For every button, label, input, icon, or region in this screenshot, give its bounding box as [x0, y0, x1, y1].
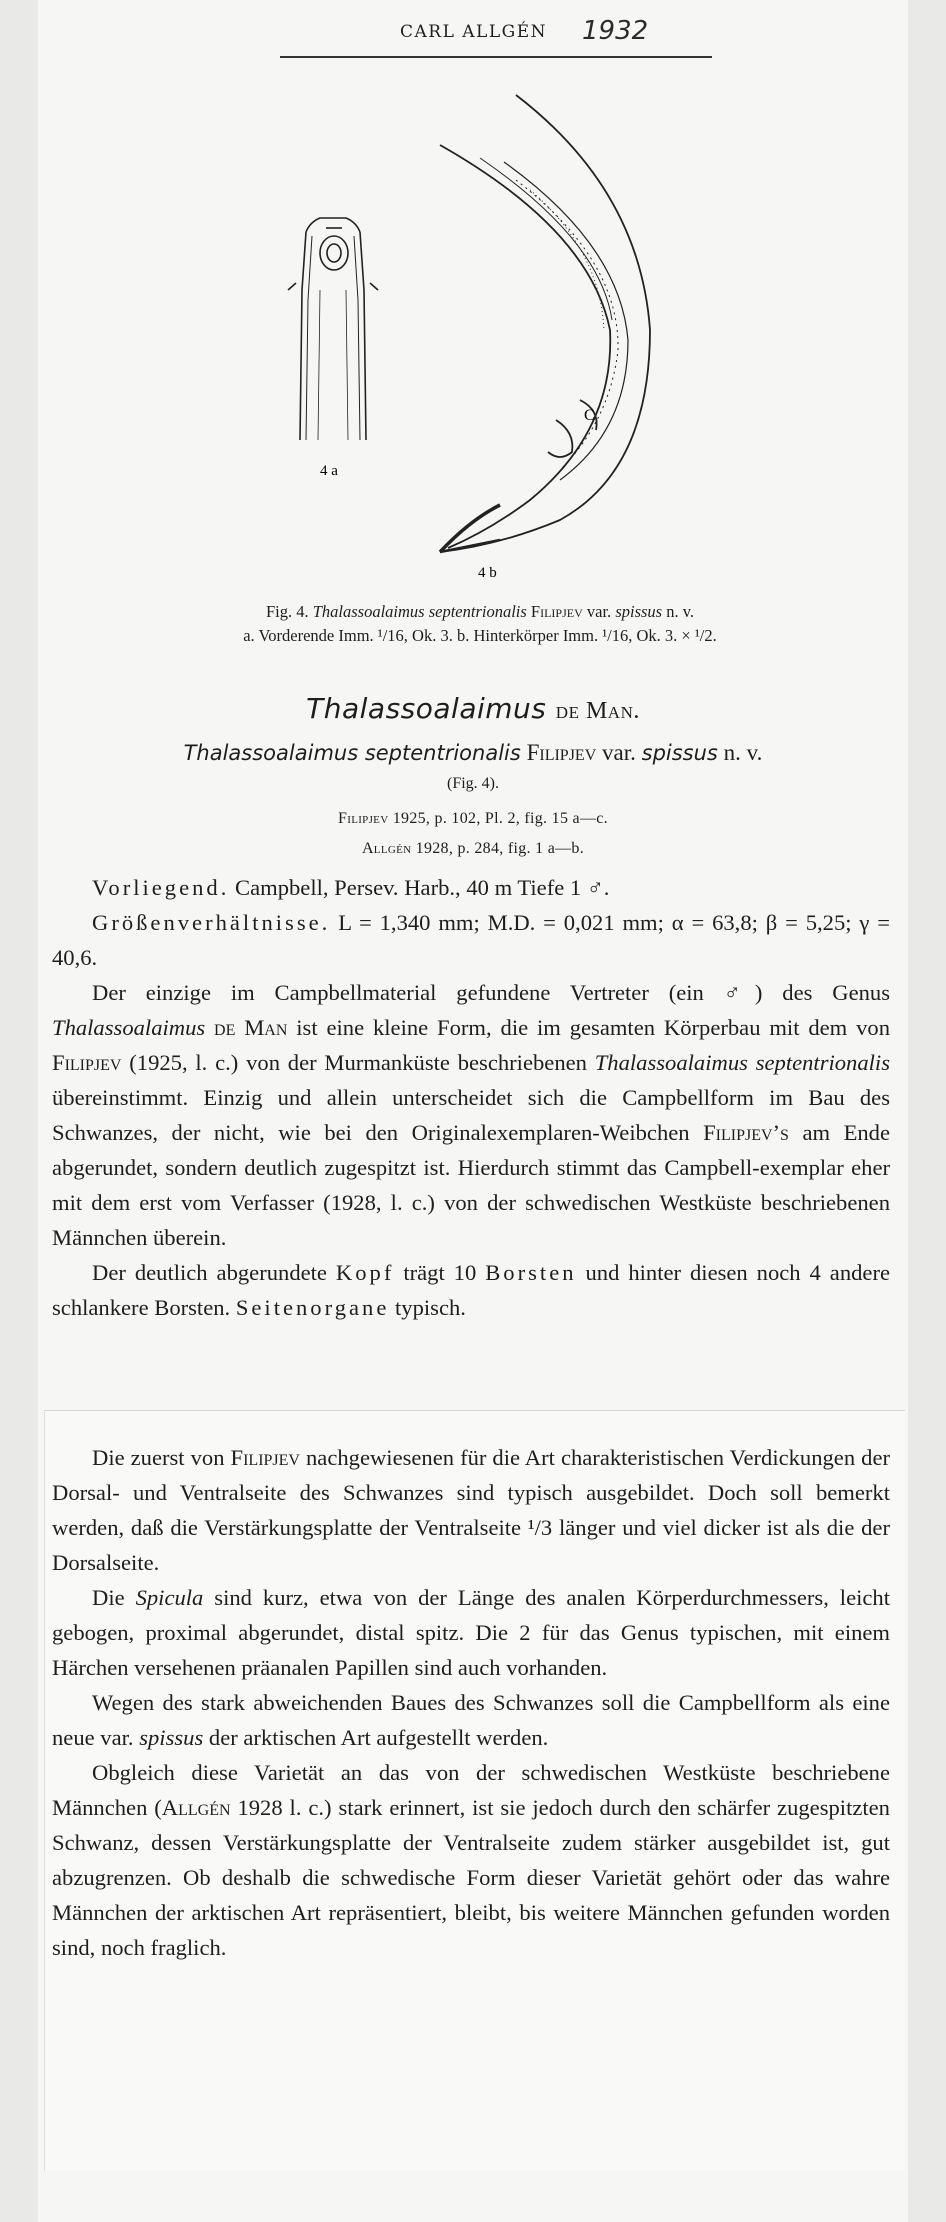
p3-text: Die zuerst von — [92, 1445, 231, 1470]
p1-text: ist eine kleine Form, die im gesamten Körperbau mit dem von — [287, 1015, 890, 1040]
caption-fig: Fig. 4. — [265, 602, 309, 621]
species-var: var. — [602, 740, 636, 765]
figure-4b-tail — [440, 95, 650, 552]
genus-author: de Man. — [555, 698, 640, 724]
p2-borsten: Borsten — [485, 1260, 577, 1285]
reference-detail: 1925, p. 102, Pl. 2, fig. 15 a—c. — [388, 810, 608, 827]
paragraph-6 — [52, 1755, 890, 1965]
figure-label-4b: 4 b — [478, 565, 497, 581]
p4-text: sind kurz, etwa von der Länge des analen Körperdurchmessers, leicht gebogen, proximal abgerundet, distal spitz. Die 2 für das Genus typischen, mit einem Härchen versehenen präanalen Papillen sind auch vorhanden. — [52, 1585, 890, 1680]
figure-marker-c: C — [584, 407, 595, 424]
caption-species: Thalassoalaimus septentrionalis — [312, 602, 527, 621]
p5-text: der arktischen Art aufgestellt werden. — [203, 1725, 549, 1750]
figure-4a-head — [288, 218, 378, 440]
species-var-name: spissus — [641, 741, 718, 765]
paragraph-1 — [52, 975, 890, 1255]
p4-text: Die — [92, 1585, 136, 1610]
p1-text: am Ende abgerundet, sondern deutlich zugespitzt ist. Hierdurch stimmt das Campbell-exemplar eher mit dem erst vom Verfasser (1928, l. c.) von der schwedischen Westküste beschriebenen Männchen überein. — [52, 1120, 890, 1250]
paragraph-vorliegend — [52, 870, 890, 905]
p4-spicula: Spicula — [135, 1585, 204, 1610]
p3-text: nachgewiesenen für die Art charakteristischen Verdickungen der Dorsal- und Ventralseite des Schwanzes sind typisch ausgebildet. Doch soll bemerkt werden, daß die Verstärkungsplatte der Ventralseite ¹/3 länger und viel dicker ist als die der Dorsalseite. — [52, 1445, 891, 1575]
reference-line — [0, 810, 946, 828]
label-vorliegend: Vorliegend. — [92, 875, 230, 900]
groessen-text: L = 1,340 mm; M.D. = 0,021 mm; α = 63,8; β = 5,25; γ = 40,6. — [52, 910, 890, 970]
label-groessen: Größenverhältnisse. — [92, 910, 331, 935]
caption-var: var. — [586, 602, 612, 621]
species-author: Filipjev — [526, 740, 597, 765]
p2-kopf: Kopf — [335, 1260, 395, 1285]
text-block-upper — [52, 870, 890, 1325]
header-author: CARL ALLGÉN — [400, 22, 547, 42]
p6-text: Obgleich diese Varietät an das von der schwedischen Westküste beschriebene Männchen ( — [52, 1760, 890, 1820]
genus-name: Thalassoalaimus — [306, 692, 547, 725]
p1-species: Thalassoalaimus septentrionalis — [594, 1050, 890, 1075]
p2-text: und hinter diesen noch 4 andere schlankere Borsten. — [52, 1260, 890, 1320]
p2-text: Der deutlich abgerundete — [92, 1260, 336, 1285]
p5-text: Wegen des stark abweichenden Baues des Schwanzes soll die Campbellform als eine neue var. — [52, 1690, 890, 1750]
paragraph-2 — [52, 1255, 890, 1325]
paragraph-groessen — [52, 905, 890, 975]
p1-author: Filipjev — [52, 1050, 122, 1075]
p1-author: de Man — [205, 1015, 288, 1040]
p6-author: Allgén — [161, 1795, 231, 1820]
species-name: Thalassoalaimus septentrionalis — [183, 741, 521, 765]
reference-line — [0, 840, 946, 858]
p2-seitenorgane: Seitenorgane — [235, 1295, 390, 1320]
p1-text: übereinstimmt. Einzig und allein unterscheidet sich die Campbellform im Bau des Schwanzes, der nicht, wie bei den Originalexemplaren-Weibchen — [52, 1085, 890, 1145]
caption-nv: n. v. — [666, 602, 695, 621]
paragraph-5 — [52, 1685, 890, 1755]
p6-text: 1928 l. c.) stark erinnert, ist sie jedoch durch den schärfer zugespitzten Schwanz, dessen Verstärkungsplatte der Ventralseite zudem stärker ausgebildet ist, gut abzugrenzen. Ob deshalb die schwedische Form dieser Varietät gehört oder das wahre Männchen der arktischen Art repräsentiert, bleibt, bis weitere Männchen gefunden worden sind, noch fraglich. — [52, 1795, 890, 1960]
text-block-lower — [52, 1440, 890, 1965]
caption-line2: a. Vorderende Imm. ¹/16, Ok. 3. b. Hinterkörper Imm. ¹/16, Ok. 3. × ¹/2. — [243, 626, 717, 645]
species-heading — [0, 740, 946, 766]
paragraph-4 — [52, 1580, 890, 1685]
handwritten-year: 1932 — [582, 16, 649, 46]
p1-genus: Thalassoalaimus — [52, 1015, 206, 1040]
p2-text: trägt 10 — [394, 1260, 486, 1285]
figure-label-4a: 4 a — [320, 463, 338, 479]
genus-heading — [0, 692, 946, 725]
figure-4-drawing — [0, 0, 946, 600]
reference-author: Allgén — [361, 840, 412, 857]
reference-detail: 1928, p. 284, fig. 1 a—b. — [411, 840, 585, 857]
reference-author: Filipjev — [338, 810, 389, 827]
p3-author: Filipjev — [230, 1445, 300, 1470]
figure-caption — [70, 600, 890, 648]
species-nv: n. v. — [723, 740, 763, 765]
p2-text: typisch. — [389, 1295, 466, 1320]
paragraph-3 — [52, 1440, 890, 1580]
p5-spissus: spissus — [139, 1725, 204, 1750]
p1-author: Filipjev’s — [703, 1120, 789, 1145]
caption-author: Filipjev — [530, 602, 583, 621]
p1-text: Der einzige im Campbellmaterial gefundene Vertreter (ein ♂) des Genus — [92, 980, 890, 1005]
caption-var-name: spissus — [615, 602, 663, 621]
species-figure-reference: (Fig. 4). — [447, 775, 499, 792]
p1-text: (1925, l. c.) von der Murmanküste beschriebenen — [121, 1050, 595, 1075]
vorliegend-text: Campbell, Persev. Harb., 40 m Tiefe 1 ♂. — [229, 875, 610, 900]
